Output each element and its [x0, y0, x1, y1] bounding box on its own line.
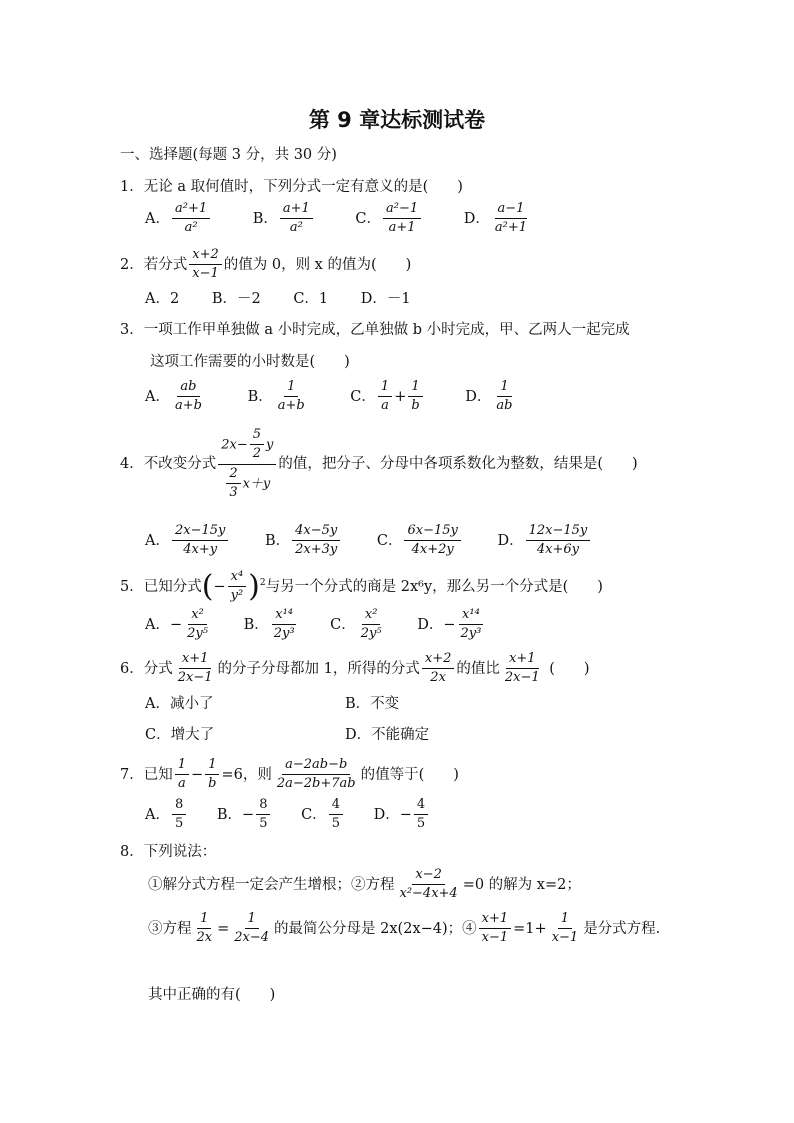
question-8-conclusion: 其中正确的有( ) — [148, 987, 276, 1003]
option-b[interactable]: B． $\frac{\text{x¹⁴}}{\text{2y³}}$ — [243, 607, 295, 642]
option-c[interactable]: C． $\frac{\text{x²}}{\text{2y⁵}}$ — [330, 607, 382, 642]
question-7-stem: 7．已知 $\frac{1}{a}$ − $\frac{1}{b}$ =6，则 $\frac{a-2ab-b}{2a-2b+7ab}$ 的值等于( ) — [120, 757, 459, 792]
question-8-statement-3-4: ③方程 $\frac{1}{2x}$ = $\frac{1}{2x-4}$ 的最简公分母是 2x(2x−4)；④ $\frac{x+1}{x-1}$ =1+ $\frac{1}{x-1}$ 是分式方程. — [148, 911, 661, 946]
question-4-options — [145, 524, 592, 558]
question-1-stem: 1．无论 a 取何值时，下列分式一定有意义的是( ) — [120, 179, 463, 195]
question-6-option-d[interactable]: D．不能确定 — [345, 727, 430, 743]
option-b[interactable]: B．− $\frac{8}{5}$ — [217, 798, 273, 832]
question-6-option-c[interactable]: C．增大了 — [145, 727, 215, 743]
option-a[interactable]: A．2 — [145, 291, 180, 307]
option-d[interactable]: D．− $\frac{\text{x¹⁴}}{\text{2y³}}$ — [417, 607, 482, 642]
option-d[interactable]: D．－1 — [360, 291, 411, 307]
option-c[interactable]: C． $\frac{1}{a}$ + $\frac{1}{b}$ — [350, 380, 424, 414]
option-b[interactable]: B．－2 — [211, 291, 261, 307]
question-1-options — [145, 202, 568, 236]
option-a[interactable]: A． $\frac{2x-15y}{4x+y}$ — [145, 524, 230, 558]
question-3-stem-line2: 这项工作需要的小时数是( ) — [150, 354, 350, 370]
question-2-stem: 2．若分式 $\frac{x+2}{x-1}$ 的值为 0，则 x 的值为( ) — [120, 247, 412, 282]
page-title: 第 9 章达标测试卷 — [308, 108, 486, 132]
option-d[interactable]: D．− $\frac{4}{5}$ — [374, 798, 431, 832]
question-3-options — [145, 380, 554, 414]
question-2-options — [145, 292, 439, 307]
question-6-stem: 6．分式 $\frac{x+1}{2x-1}$ 的分子分母都加 1，所得的分式 $\frac{x+2}{2x}$ 的值比 $\frac{x+1}{2x-1}$ ( ) — [120, 651, 590, 686]
option-a[interactable]: A． $\frac{8}{5}$ — [145, 798, 188, 832]
question-5-options — [145, 608, 486, 642]
question-7-options — [145, 798, 430, 832]
option-d[interactable]: D． $\frac{12x-15y}{4x+6y}$ — [497, 524, 592, 558]
question-5-stem: 5．已知分式(− $\frac{\text{x⁴}}{\text{y²}}$ )$^2$与另一个分式的商是 2x⁶y，那么另一个分式是( ) — [120, 568, 603, 604]
option-d[interactable]: D． $\frac{a-1}{\text{a²+1}}$ — [463, 201, 528, 236]
question-8-stem: 8．下列说法： — [120, 844, 217, 860]
option-b[interactable]: B． $\frac{a+1}{\text{a²}}$ — [253, 202, 315, 236]
option-a[interactable]: A．− $\frac{\text{x²}}{\text{2y⁵}}$ — [145, 607, 208, 642]
option-c[interactable]: C．1 — [293, 291, 329, 307]
question-4-stem: 4．不改变分式 2x− $\frac{5}{2}$ y $\frac{2}{3}$ x＋y 的值，把分子、分母中各项系数化为整数，结果是( ) — [120, 427, 638, 500]
question-3-stem-line1: 3．一项工作甲单独做 a 小时完成，乙单独做 b 小时完成，甲、乙两人一起完成 — [120, 322, 630, 338]
option-c[interactable]: C． $\frac{6x-15y}{4x+2y}$ — [377, 524, 463, 558]
option-c[interactable]: C． $\frac{\text{a²−1}}{a+1}$ — [355, 202, 423, 236]
section-heading: 一、选择题(每题 3 分，共 30 分) — [120, 147, 337, 163]
option-c[interactable]: C． $\frac{4}{5}$ — [301, 798, 345, 832]
question-6-option-b[interactable]: B．不变 — [345, 696, 400, 712]
option-b[interactable]: B． $\frac{1}{a+b}$ — [247, 379, 305, 414]
option-b[interactable]: B． $\frac{4x-5y}{2x+3y}$ — [265, 524, 342, 558]
option-d[interactable]: D． $\frac{1}{ab}$ — [465, 379, 513, 414]
option-a[interactable]: A． $\frac{\text{a²+1}}{\text{a²}}$ — [145, 202, 212, 236]
question-8-statement-1-2: ①解分式方程一定会产生增根；②方程 $\frac{x-2}{\text{x²−4x+4}}$ =0 的解为 x=2； — [148, 867, 581, 902]
question-6-option-a[interactable]: A．减小了 — [145, 696, 214, 712]
option-a[interactable]: A． $\frac{ab}{a+b}$ — [145, 379, 202, 414]
